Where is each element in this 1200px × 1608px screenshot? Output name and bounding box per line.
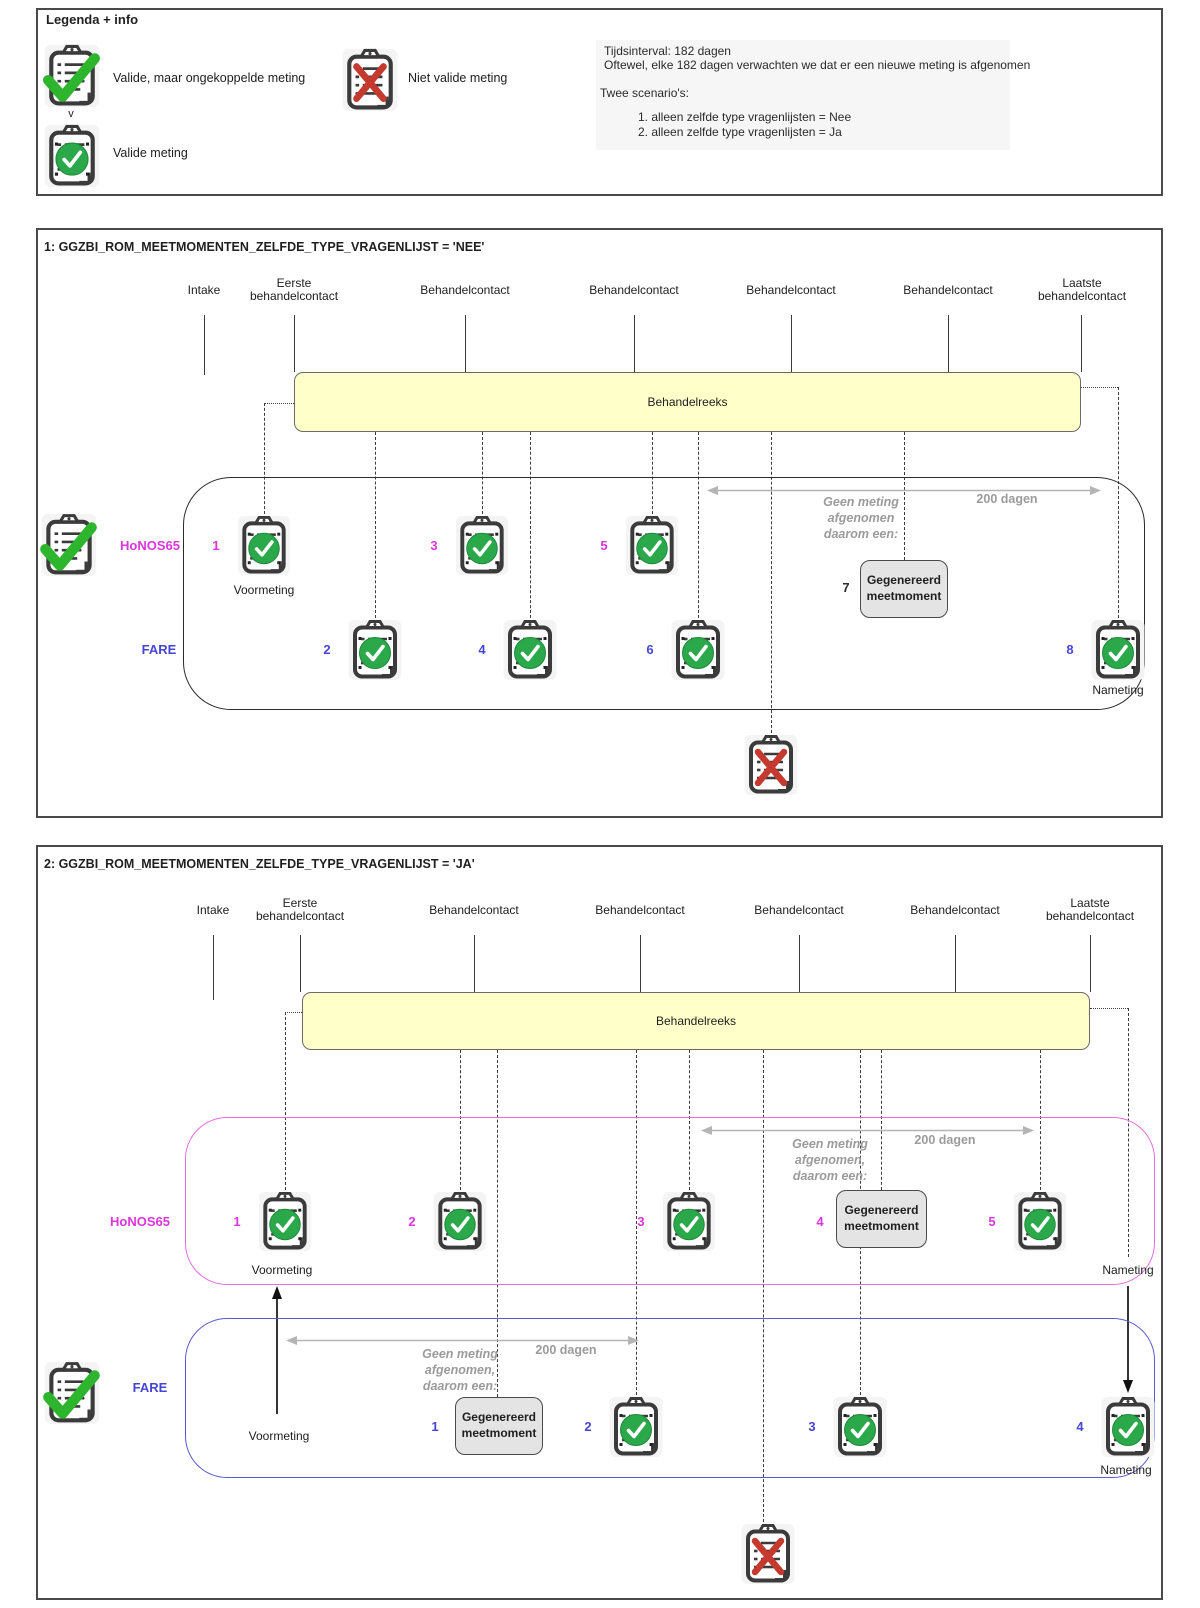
s2-fare-num-3: 3 — [808, 1419, 816, 1434]
s2-label-intake: Intake — [196, 903, 230, 917]
s2-fare-duration-label: 200 dagen — [535, 1343, 597, 1357]
s2-honos-num-4: 4 — [816, 1214, 824, 1229]
s2-connector-left-dotted — [285, 1012, 302, 1013]
s1-nameting-label: Nameting — [1092, 683, 1144, 697]
s2-fare-no-measurement-note — [400, 1346, 520, 1394]
s2-honos-nameting-label: Nameting — [1102, 1263, 1154, 1277]
s2-honos-num-3: 3 — [637, 1214, 645, 1229]
s2-honos-num-2: 2 — [408, 1214, 416, 1229]
s2-label-laatste-behandelcontact: Laatste behandelcontact — [1045, 896, 1135, 923]
s2-label-behandelcontact-1: Behandelcontact — [429, 903, 519, 917]
s2-invalid-measurement-icon — [740, 1522, 796, 1586]
s1-note-line1: Geen meting — [823, 495, 899, 509]
s2-behandelreeks-label: Behandelreeks — [655, 1014, 737, 1028]
s2-tick-1 — [300, 935, 301, 992]
s2-honos-measurement-2-valid-icon — [432, 1190, 488, 1253]
s2-label-eerste-behandelcontact: Eerste behandelcontact — [255, 896, 345, 923]
s2-fare-note-line1: Geen meting — [422, 1347, 498, 1361]
s2-row-label-fare: FARE — [132, 1380, 168, 1395]
s2-fare-nameting-label: Nameting — [1100, 1463, 1152, 1477]
s2-unlinked-clipboard-icon — [43, 1360, 101, 1426]
s2-fare-note-line3: daarom een: — [422, 1379, 498, 1393]
s2-tick-2 — [474, 935, 475, 992]
s1-num-3: 3 — [430, 538, 438, 553]
info-explain: Oftewel, elke 182 dagen verwachten we dat er een nieuwe meting is afgenomen — [604, 58, 1031, 72]
s1-label-behandelcontact-4: Behandelcontact — [903, 283, 993, 297]
s2-honos-num-5: 5 — [988, 1214, 996, 1229]
s2-fare-num-1: 1 — [431, 1419, 439, 1434]
s1-num-8: 8 — [1066, 642, 1074, 657]
s2-label-behandelcontact-4: Behandelcontact — [910, 903, 1000, 917]
s2-honos-num-1: 1 — [233, 1214, 241, 1229]
s2-behandelreeks-box — [302, 992, 1090, 1050]
s2-tick-5 — [955, 935, 956, 992]
scenario-2-title: 2: GGZBI_ROM_MEETMOMENTEN_ZELFDE_TYPE_VRAGENLIJST = 'JA' — [44, 857, 475, 871]
legend-title: Legenda + info — [46, 12, 139, 27]
s1-duration-label: 200 dagen — [976, 492, 1038, 506]
s2-tick-3 — [640, 935, 641, 992]
s2-fare-generated-measurement-box: Gegenereerd meetmoment — [455, 1397, 543, 1455]
info-interval: Tijdsinterval: 182 dagen — [604, 44, 731, 58]
s2-row-label-honos65: HoNOS65 — [110, 1214, 170, 1229]
s2-honos-generated-measurement-box: Gegenereerd meetmoment — [836, 1190, 927, 1248]
s1-label-laatste-behandelcontact: Laatste behandelcontact — [1037, 276, 1127, 303]
s2-fare-measurement-4-valid-icon — [1100, 1395, 1156, 1459]
s1-num-2: 2 — [323, 642, 331, 657]
s1-note-line3: daarom een: — [823, 527, 899, 541]
legend-version-marker: v — [68, 108, 74, 120]
s1-generated-measurement-box: Gegenereerd meetmoment — [860, 560, 948, 618]
s2-fare-measurement-3-valid-icon — [832, 1395, 888, 1459]
info-scenarios-title: Twee scenario's: — [600, 86, 689, 100]
s2-tick-4 — [799, 935, 800, 992]
s2-fare-note-line2: afgenomen, — [424, 1363, 496, 1377]
s1-label-behandelcontact-3: Behandelcontact — [746, 283, 836, 297]
legend-valid-label: Valide meting — [113, 146, 188, 160]
s2-tick-intake — [213, 935, 214, 1000]
s1-label-behandelcontact-1: Behandelcontact — [420, 283, 510, 297]
s2-label-behandelcontact-3: Behandelcontact — [754, 903, 844, 917]
s2-fare-measurement-2-valid-icon — [608, 1395, 664, 1459]
s2-fare-num-4: 4 — [1076, 1419, 1084, 1434]
s2-honos-duration-label: 200 dagen — [914, 1133, 976, 1147]
s1-num-5: 5 — [600, 538, 608, 553]
s2-honos-no-measurement-note — [770, 1136, 890, 1184]
s2-label-behandelcontact-2: Behandelcontact — [595, 903, 685, 917]
s1-num-1: 1 — [212, 538, 220, 553]
s2-connector-right-dotted — [1090, 1008, 1128, 1009]
s2-fare-voormeting-label: Voormeting — [248, 1429, 310, 1443]
s1-row-label-fare: FARE — [141, 642, 177, 657]
s1-label-behandelcontact-2: Behandelcontact — [589, 283, 679, 297]
s2-tick-6 — [1090, 935, 1091, 992]
s2-honos-measurement-1-valid-icon — [257, 1190, 313, 1253]
s1-label-intake: Intake — [187, 283, 221, 297]
info-scenario-1: 1. alleen zelfde type vragenlijsten = Nee — [638, 110, 852, 124]
s2-honos-measurement-3-valid-icon — [661, 1190, 717, 1253]
s2-fare-num-2: 2 — [584, 1419, 592, 1434]
info-scenario-2: 2. alleen zelfde type vragenlijsten = Ja — [638, 125, 842, 139]
s1-voormeting-label: Voormeting — [233, 583, 295, 597]
s1-row-label-honos65: HoNOS65 — [120, 538, 180, 553]
s2-honos-measurement-5-valid-icon — [1012, 1190, 1068, 1253]
s2-honos-voormeting-label: Voormeting — [251, 1263, 313, 1277]
s1-num-6: 6 — [646, 642, 654, 657]
scenario-1-title: 1: GGZBI_ROM_MEETMOMENTEN_ZELFDE_TYPE_VRAGENLIJST = 'NEE' — [44, 240, 485, 254]
s1-behandelreeks-label: Behandelreeks — [647, 395, 728, 409]
s2-honos-note-line2: afgenomen, — [794, 1153, 866, 1167]
legend-invalid-label: Niet valide meting — [408, 71, 508, 85]
s1-num-4: 4 — [478, 642, 486, 657]
legend-unlinked-label: Valide, maar ongekoppelde meting — [113, 71, 306, 85]
s2-honos-note-line3: daarom een: — [792, 1169, 868, 1183]
s1-label-eerste-behandelcontact: Eerste behandelcontact — [249, 276, 339, 303]
s1-num-7: 7 — [842, 580, 850, 595]
s1-note-line2: afgenomen — [827, 511, 895, 525]
s2-honos-note-line1: Geen meting — [792, 1137, 868, 1151]
